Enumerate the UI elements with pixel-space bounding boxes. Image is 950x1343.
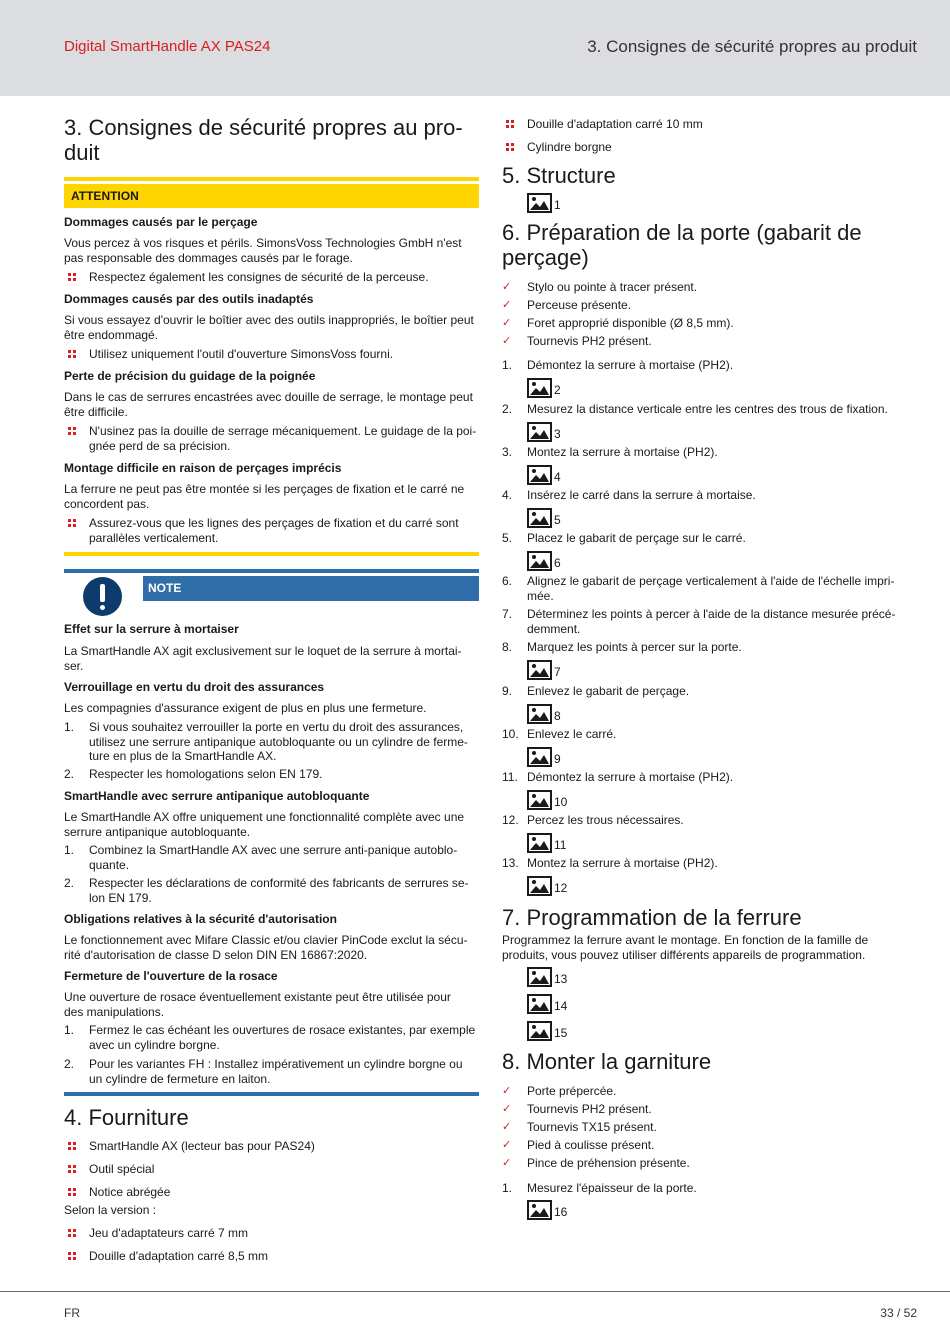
section-4-title: 4. Fourniture xyxy=(64,1105,189,1130)
attention-text: La ferrure ne peut pas être montée si les perçages de fixation et le carré ne concordent pas. xyxy=(64,482,465,511)
image-placeholder-icon xyxy=(527,1200,587,1220)
attention-text: Si vous essayez d'ouvrir le boîtier avec des outils inappropriés, le boîtier peut être endommagé. xyxy=(64,313,474,342)
attention-text: Vous percez à vos risques et périls. SimonsVoss Technologies GmbH n'est pas responsable des dommages causés par le forage. xyxy=(64,236,462,265)
figure-number: 7 xyxy=(554,665,561,679)
image-placeholder-icon xyxy=(527,1021,587,1041)
note-subtitle: SmartHandle avec serrure antipanique autobloquante xyxy=(64,789,370,803)
exclamation-icon xyxy=(83,577,122,616)
attention-bar xyxy=(64,177,479,181)
image-placeholder-icon xyxy=(527,660,587,680)
note-text: Le SmartHandle AX offre uniquement une fonctionnalité complète avec une serrure antipanique autobloquante. xyxy=(64,810,465,839)
note-text: Une ouverture de rosace éventuellement existante peut être utilisée pour des manipulations. xyxy=(64,990,451,1019)
image-placeholder-icon xyxy=(527,747,587,767)
note-subtitle: Verrouillage en vertu du droit des assurances xyxy=(64,680,325,694)
image-placeholder-icon xyxy=(527,508,587,528)
footer-language: FR xyxy=(64,1306,80,1320)
attention-subtitle: Dommages causés par le perçage xyxy=(64,215,258,229)
figure-number: 6 xyxy=(554,556,561,570)
image-placeholder-icon xyxy=(527,833,587,853)
version-label: Selon la version : xyxy=(64,1203,157,1217)
figure-number: 4 xyxy=(554,470,561,484)
figure-number: 8 xyxy=(554,709,561,723)
attention-text: Dans le cas de serrures encastrées avec douille de serrage, le montage peut être difficile. xyxy=(64,390,473,419)
image-placeholder-icon xyxy=(527,465,587,485)
section-8-title: 8. Monter la garniture xyxy=(502,1049,712,1074)
figure-number: 13 xyxy=(554,972,568,986)
image-placeholder-icon xyxy=(527,994,587,1014)
figure-number: 14 xyxy=(554,999,568,1013)
note-text: Les compagnies d'assurance exigent de plus en plus une fermeture. xyxy=(64,701,427,715)
image-placeholder-icon xyxy=(527,378,587,398)
attention-box xyxy=(64,184,479,208)
page-number: 33 / 52 xyxy=(880,1306,917,1320)
programming-text: Programmez la ferrure avant le montage. En fonction de la famille de produits, vous pouvez utiliser différents appareils de programmation. xyxy=(502,933,869,962)
attention-bar-bottom xyxy=(64,552,479,556)
image-placeholder-icon xyxy=(527,551,587,571)
image-placeholder-icon xyxy=(527,704,587,724)
image-placeholder-icon xyxy=(527,790,587,810)
note-text: La SmartHandle AX agit exclusivement sur le loquet de la serrure à mortai- ser. xyxy=(64,644,462,673)
section-6-title: 6. Préparation de la porte (gabarit de perçage) xyxy=(502,220,862,270)
image-placeholder-icon xyxy=(527,422,587,442)
note-bar xyxy=(64,569,479,573)
footer-divider xyxy=(0,1291,950,1292)
attention-subtitle: Dommages causés par des outils inadaptés xyxy=(64,292,314,306)
note-subtitle: Fermeture de l'ouverture de la rosace xyxy=(64,969,278,983)
image-placeholder-icon xyxy=(527,193,587,213)
figure-number: 2 xyxy=(554,383,561,397)
figure-number: 9 xyxy=(554,752,561,766)
note-bar-bottom xyxy=(64,1092,479,1096)
section-5-title: 5. Structure xyxy=(502,163,616,188)
figure-number: 5 xyxy=(554,513,561,527)
attention-subtitle: Montage difficile en raison de perçages imprécis xyxy=(64,461,342,475)
attention-label: ATTENTION xyxy=(71,189,139,203)
image-placeholder-icon xyxy=(527,876,587,896)
section-7-title: 7. Programmation de la ferrure xyxy=(502,905,802,930)
section-3-title: 3. Consignes de sécurité propres au pro- duit xyxy=(64,115,463,165)
figure-number: 15 xyxy=(554,1026,568,1040)
figure-number: 11 xyxy=(554,838,567,852)
figure-number: 10 xyxy=(554,795,568,809)
product-name: Digital SmartHandle AX PAS24 xyxy=(64,38,271,55)
note-label: NOTE xyxy=(148,581,182,595)
figure-number: 16 xyxy=(554,1205,568,1219)
note-text: Le fonctionnement avec Mifare Classic et/ou clavier PinCode exclut la sécu- rité d'autorisation de classe D selon DIN EN 16867:2020. xyxy=(64,933,468,962)
note-subtitle: Obligations relatives à la sécurité d'autorisation xyxy=(64,912,337,926)
page-header xyxy=(0,0,950,96)
figure-number: 3 xyxy=(554,427,561,441)
image-placeholder-icon xyxy=(527,967,587,987)
attention-subtitle: Perte de précision du guidage de la poignée xyxy=(64,369,316,383)
figure-number: 12 xyxy=(554,881,568,895)
chapter-title: 3. Consignes de sécurité propres au produit xyxy=(587,37,917,56)
figure-number: 1 xyxy=(554,198,561,212)
note-box xyxy=(143,576,479,601)
note-subtitle: Effet sur la serrure à mortaiser xyxy=(64,622,239,636)
